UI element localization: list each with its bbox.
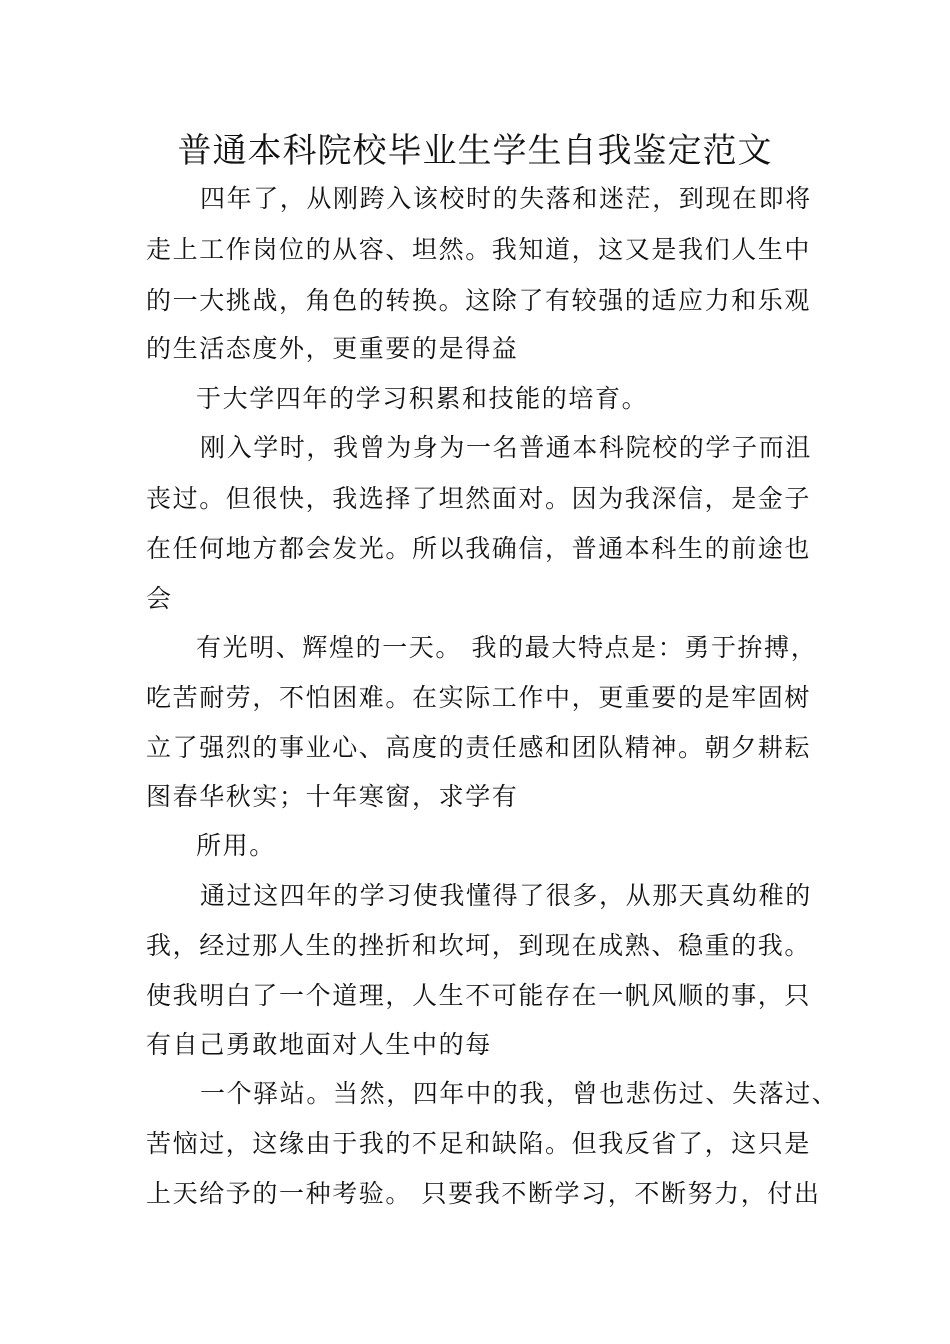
body-line-18: 有自己勇敢地面对人生中的每 [146,1030,492,1059]
body-line-11: 吃苦耐劳，不怕困难。在实际工作中，更重要的是牢固树 [146,683,812,712]
body-line-21: 上天给予的一种考验。 只要我不断学习，不断努力，付出 [146,1179,821,1208]
body-line-1: 四年了，从刚跨入该校时的失落和迷茫，到现在即将 [200,184,812,213]
document-title: 普通本科院校毕业生学生自我鉴定范文 [177,131,773,171]
body-line-6: 刚入学时，我曾为身为一名普通本科院校的学子而沮 [200,433,812,462]
body-line-4: 的生活态度外，更重要的是得益 [146,334,519,363]
body-line-7: 丧过。但很快，我选择了坦然面对。因为我深信，是金子 [146,484,812,513]
body-line-9: 会 [146,584,173,613]
body-line-16: 我，经过那人生的挫折和坎坷，到现在成熟、稳重的我。 [146,931,812,960]
body-line-13: 图春华秋实；十年寒窗，求学有 [146,782,519,811]
body-line-5: 于大学四年的学习积累和技能的培育。 [196,384,649,413]
body-line-20: 苦恼过，这缘由于我的不足和缺陷。但我反省了，这只是 [146,1129,812,1158]
body-line-17: 使我明白了一个道理，人生不可能存在一帆风顺的事，只 [146,981,812,1010]
body-line-12: 立了强烈的事业心、高度的责任感和团队精神。朝夕耕耘 [146,733,812,762]
body-line-15: 通过这四年的学习使我懂得了很多，从那天真幼稚的 [200,881,812,910]
body-line-3: 的一大挑战，角色的转换。这除了有较强的适应力和乐观 [146,286,812,315]
body-line-14: 所用。 [196,831,276,860]
body-line-19: 一个驿站。当然，四年中的我，曾也悲伤过、失落过、 [200,1079,839,1108]
body-line-8: 在任何地方都会发光。所以我确信，普通本科生的前途也 [146,534,812,563]
body-line-10: 有光明、辉煌的一天。 我的最大特点是：勇于拚搏， [196,633,818,662]
body-line-2: 走上工作岗位的从容、坦然。我知道，这又是我们人生中 [146,235,812,264]
